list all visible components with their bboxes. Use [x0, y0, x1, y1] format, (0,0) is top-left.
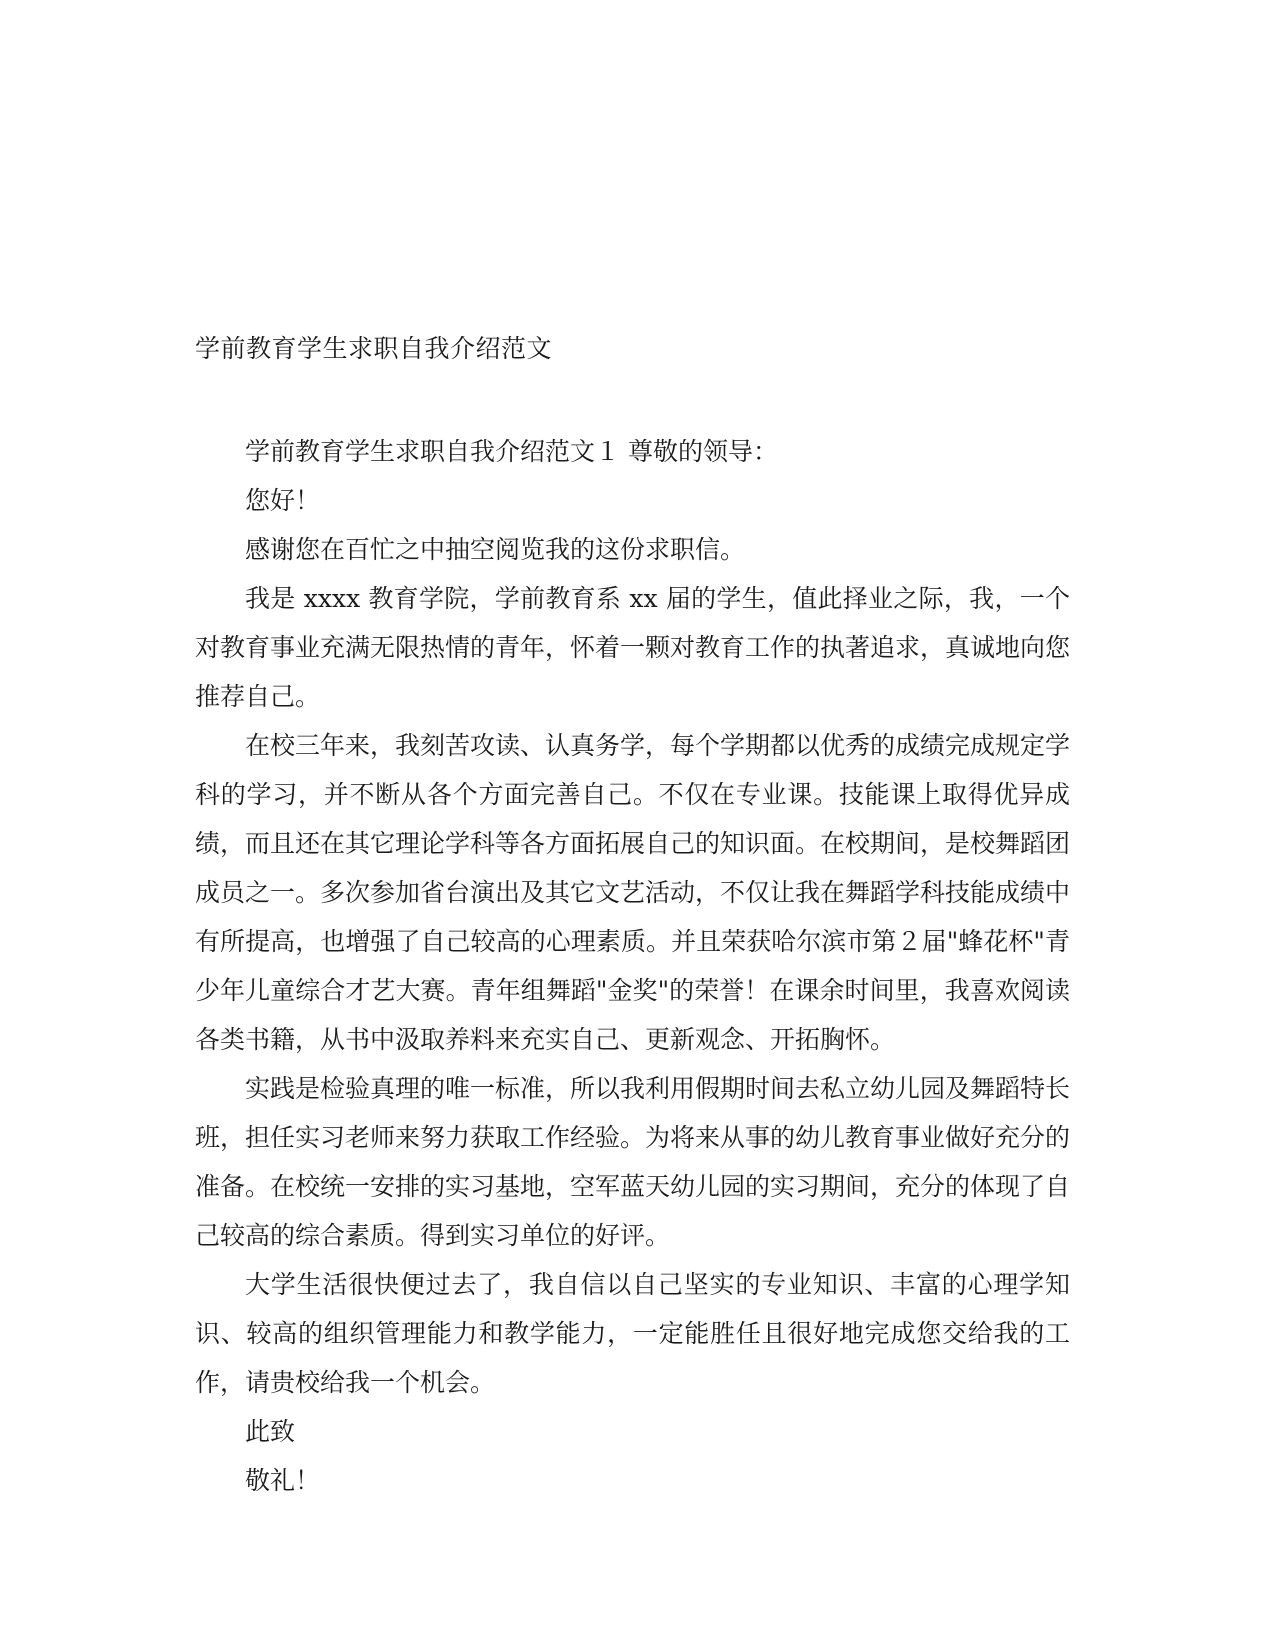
practice-paragraph: 实践是检验真理的唯一标准，所以我利用假期时间去私立幼儿园及舞蹈特长班，担任实习老师来努力获取工作经验。为将来从事的幼儿教育事业做好充分的准备。在校统一安排的实习基地，空军蓝天幼儿园的实习期间，充分的体现了自己较高的综合素质。得到实习单位的好评。 [195, 1074, 1071, 1250]
intro-paragraph: 我是 xxxx 教育学院，学前教育系 xx 届的学生，值此择业之际，我，一个对教育事业充满无限热情的青年，怀着一颗对教育工作的执著追求，真诚地向您推荐自己。 [195, 584, 1071, 711]
greeting-paragraph: 您好！ [245, 486, 321, 515]
document-body [195, 427, 1070, 1505]
study-paragraph: 在校三年来，我刻苦攻读、认真务学，每个学期都以优秀的成绩完成规定学科的学习，并不断从各个方面完善自己。不仅在专业课。技能课上取得优异成绩，而且还在其它理论学科等各方面拓展自己的知识面。在校期间，是校舞蹈团成员之一。多次参加省台演出及其它文艺活动，不仅让我在舞蹈学科技能成绩中有所提高，也增强了自己较高的心理素质。并且荣获哈尔滨市第２届"蜂花杯"青少年儿童综合才艺大赛。青年组舞蹈"金奖"的荣誉！在课余时间里，我喜欢阅读各类书籍，从书中汲取养料来充实自己、更新观念、开拓胸怀。 [195, 731, 1071, 1054]
thanks-paragraph: 感谢您在百忙之中抽空阅览我的这份求职信。 [245, 535, 746, 564]
conclusion-paragraph: 大学生活很快便过去了，我自信以自己坚实的专业知识、丰富的心理学知识、较高的组织管理能力和教学能力，一定能胜任且很好地完成您交给我的工作，请贵校给我一个机会。 [195, 1270, 1070, 1397]
salutation-paragraph: 学前教育学生求职自我介绍范文１ 尊敬的领导： [245, 437, 778, 466]
regards-paragraph: 敬礼！ [245, 1466, 321, 1495]
document-title: 学前教育学生求职自我介绍范文 [195, 334, 553, 363]
closing-paragraph: 此致 [245, 1417, 296, 1446]
